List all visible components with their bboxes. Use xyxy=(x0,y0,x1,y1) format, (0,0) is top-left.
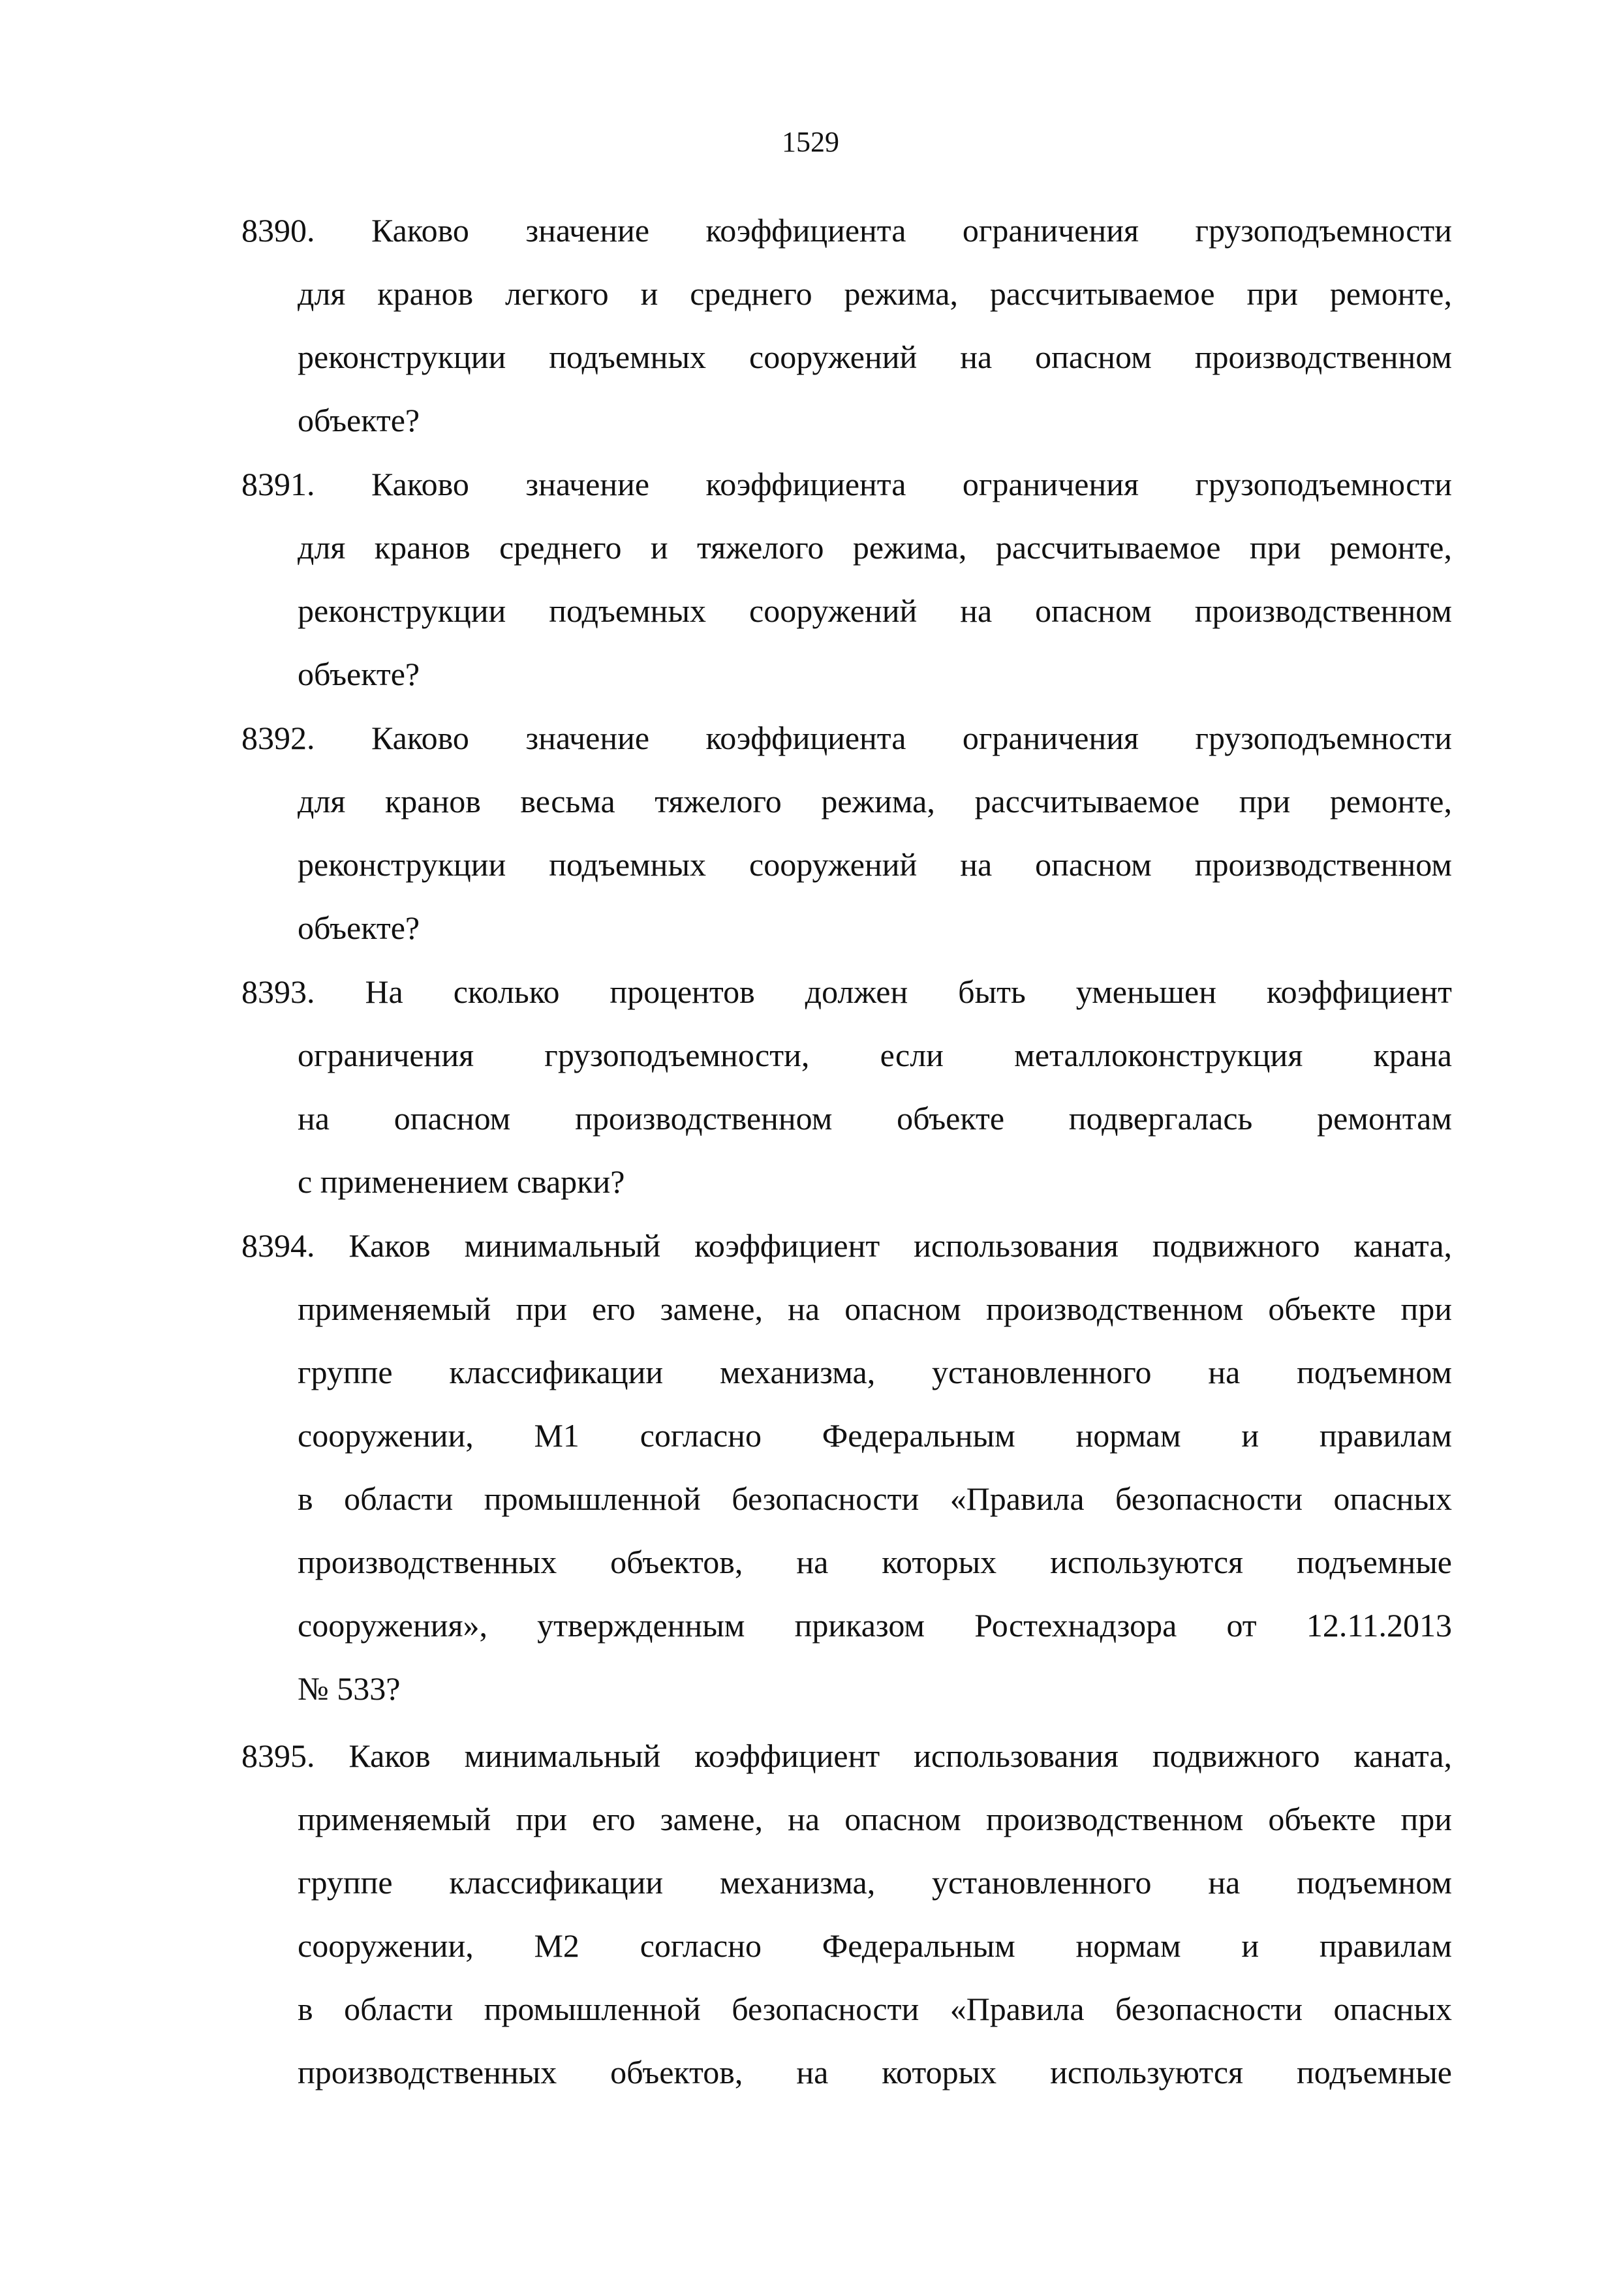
question-text: Каково значение коэффициента ограничения грузоподъемности xyxy=(371,212,1452,249)
question-text: Каково значение коэффициента ограничения грузоподъемности xyxy=(371,720,1452,756)
question-line xyxy=(241,960,1452,1024)
question-line: группе классификации механизма, установленного на подъемном xyxy=(298,1354,1452,1390)
question-line: группе классификации механизма, установленного на подъемном xyxy=(298,1864,1452,1901)
question-text: На сколько процентов должен быть уменьшен коэффициент xyxy=(365,973,1453,1010)
question-line: сооружении, М1 согласно Федеральным нормам и правилам xyxy=(298,1417,1452,1454)
question-line: реконструкции подъемных сооружений на опасном производственном xyxy=(298,592,1452,629)
question-number: 8391. xyxy=(241,466,315,502)
question-line: в области промышленной безопасности «Правила безопасности опасных xyxy=(298,1480,1452,1517)
question-line: № 533? xyxy=(298,1670,401,1707)
question-8390 xyxy=(241,199,1452,452)
question-number: 8393. xyxy=(241,973,315,1010)
question-line: в области промышленной безопасности «Правила безопасности опасных xyxy=(298,1991,1452,2027)
question-text: Каков минимальный коэффициент использования подвижного каната, xyxy=(348,1737,1453,1774)
question-line xyxy=(241,1724,1452,1788)
question-line xyxy=(241,707,1452,770)
question-8393 xyxy=(241,960,1452,1214)
question-8394 xyxy=(241,1214,1452,1721)
question-line: объекте? xyxy=(298,656,420,692)
question-line: применяемый при его замене, на опасном производственном объекте при xyxy=(298,1291,1452,1327)
question-line: с применением сварки? xyxy=(298,1163,625,1200)
question-number: 8392. xyxy=(241,720,315,756)
question-line: производственных объектов, на которых используются подъемные xyxy=(298,2054,1452,2090)
question-line: ограничения грузоподъемности, если металлоконструкция крана xyxy=(298,1037,1452,1073)
question-text: Каков минимальный коэффициент использования подвижного каната, xyxy=(348,1227,1453,1264)
page-number: 1529 xyxy=(782,126,839,158)
question-line: применяемый при его замене, на опасном производственном объекте при xyxy=(298,1801,1452,1837)
question-text: Каково значение коэффициента ограничения грузоподъемности xyxy=(371,466,1452,502)
question-line: реконструкции подъемных сооружений на опасном производственном xyxy=(298,339,1452,375)
question-line xyxy=(241,1214,1452,1278)
question-line: на опасном производственном объекте подвергалась ремонтам xyxy=(298,1100,1452,1137)
question-number: 8394. xyxy=(241,1227,315,1264)
question-line: сооружении, М2 согласно Федеральным нормам и правилам xyxy=(298,1927,1452,1964)
question-line: сооружения», утвержденным приказом Ростехнадзора от 12.11.2013 xyxy=(298,1607,1452,1644)
question-8392 xyxy=(241,707,1452,960)
question-line: реконструкции подъемных сооружений на опасном производственном xyxy=(298,846,1452,883)
question-line: объекте? xyxy=(298,910,420,946)
question-number: 8395. xyxy=(241,1737,315,1774)
question-line: производственных объектов, на которых используются подъемные xyxy=(298,1544,1452,1580)
question-line: для кранов среднего и тяжелого режима, рассчитываемое при ремонте, xyxy=(298,529,1452,566)
question-8391 xyxy=(241,453,1452,706)
question-line xyxy=(241,199,1452,262)
question-8395 xyxy=(241,1724,1452,2104)
question-line: для кранов весьма тяжелого режима, рассчитываемое при ремонте, xyxy=(298,783,1452,819)
question-line: объекте? xyxy=(298,402,420,438)
question-number: 8390. xyxy=(241,212,315,249)
question-line xyxy=(241,453,1452,516)
question-line: для кранов легкого и среднего режима, рассчитываемое при ремонте, xyxy=(298,275,1452,312)
